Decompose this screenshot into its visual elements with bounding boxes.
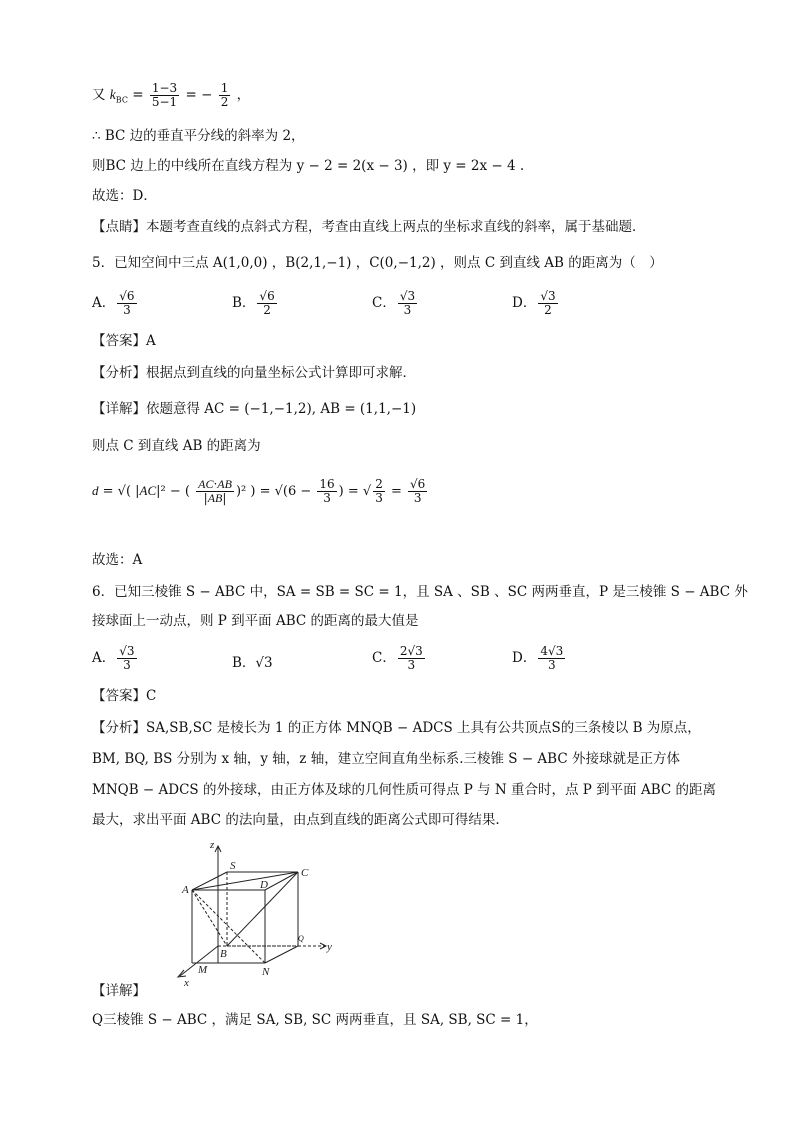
question-6b: 接球面上一动点，则 P 到平面 ABC 的距离的最大值是 bbox=[92, 613, 419, 629]
detail-6-line: Q三棱锥 S − ABC ，满足 SA, SB, SC 两两垂直，且 SA, SB, SC = 1， bbox=[92, 1012, 538, 1028]
analysis-6d: 最大，求出平面 ABC 的法向量，由点到直线的距离公式即可得结果. bbox=[92, 812, 500, 828]
q5-option-b: B． $\frac{√6}{2}$ bbox=[232, 289, 275, 317]
analysis-6a: 【分析】SA,SB,SC 是棱长为 1 的正方体 MNQB − ADCS 上具有公共顶点S的三条棱以 B 为原点， bbox=[92, 720, 701, 736]
q6-option-c: C． $\frac{2√3}{3}$ bbox=[372, 644, 423, 672]
fig-label-q: Q bbox=[298, 934, 304, 943]
answer-5: 【答案】A bbox=[92, 333, 156, 349]
fig-label-x: x bbox=[184, 977, 189, 988]
detail-5: 【详解】依题意得 AC = (−1,−1,2), AB = (1,1,−1) bbox=[92, 401, 417, 417]
fig-label-n: N bbox=[262, 966, 270, 978]
q5-option-d: D． $\frac{√3}{2}$ bbox=[512, 289, 556, 317]
cube-figure bbox=[170, 838, 350, 988]
q5-option-a: A． $\frac{√6}{3}$ bbox=[92, 289, 135, 317]
line-1: 又 $k_{BC}$ = $\frac{1-3}{5-1}$ = − $\frac{1}{2}$ ， bbox=[92, 81, 251, 109]
detail-5b: 则点 C 到直线 AB 的距离为 bbox=[92, 438, 261, 454]
fig-label-y: y bbox=[327, 941, 332, 953]
question-5: 5．已知空间中三点 A(1,0,0) ，B(2,1,−1) ，C(0,−1,2) ，则点 C 到直线 AB 的距离为（ ） bbox=[92, 255, 663, 271]
slope-fraction: $\frac{1-3}{5-1}$ bbox=[151, 81, 178, 109]
remark-dianjing: 【点睛】本题考查直线的点斜式方程，考查由直线上两点的坐标求直线的斜率，属于基础题． bbox=[92, 219, 646, 235]
answer-6: 【答案】C bbox=[92, 688, 157, 704]
select-5: 故选：A bbox=[92, 552, 143, 568]
q6-option-b: B．√3 bbox=[232, 655, 273, 671]
fig-label-b: B bbox=[220, 948, 227, 960]
line-4: 故选：D． bbox=[92, 188, 157, 204]
q6-option-d: D． $\frac{4√3}{3}$ bbox=[512, 644, 564, 672]
question-6a: 6．已知三棱锥 S − ABC 中，SA = SB = SC = 1，且 SA 、SB 、SC 两两垂直，P 是三棱锥 S − ABC 外 bbox=[92, 584, 748, 600]
fig-label-a: A bbox=[182, 884, 189, 896]
analysis-6c: MNQB − ADCS 的外接球，由正方体及球的几何性质可得点 P 与 N 重合时，点 P 到平面 ABC 的距离 bbox=[92, 782, 717, 798]
fig-label-s: S bbox=[230, 860, 236, 872]
detail-6: 【详解】 bbox=[92, 983, 146, 999]
fig-label-d: D bbox=[260, 879, 268, 891]
q6-option-a: A． $\frac{√3}{3}$ bbox=[92, 644, 135, 672]
fig-label-z: z bbox=[210, 839, 215, 851]
analysis-5: 【分析】根据点到直线的向量坐标公式计算即可求解． bbox=[92, 365, 416, 381]
analysis-6b: BM, BQ, BS 分别为 x 轴，y 轴，z 轴，建立空间直角坐标系.三棱锥 S − ABC 外接球就是正方体 bbox=[92, 751, 680, 767]
line-2: ∴ BC 边的垂直平分线的斜率为 2， bbox=[92, 128, 305, 144]
q5-option-c: C． $\frac{√3}{3}$ bbox=[372, 289, 416, 317]
fig-label-c: C bbox=[301, 867, 309, 879]
line-3: 则BC 边上的中线所在直线方程为 y − 2 = 2(x − 3) ，即 y = 2x − 4 . bbox=[92, 158, 525, 174]
distance-formula: d = √( |AC|² − ( $\frac{AC\cdot AB}{|AB|}$ )² ) = √(6 − $\frac{16}{3}$ ) = √ $\frac{2}{3}$ = $\frac{√6}{3}$ bbox=[92, 477, 426, 505]
fig-label-m: M bbox=[198, 964, 208, 976]
